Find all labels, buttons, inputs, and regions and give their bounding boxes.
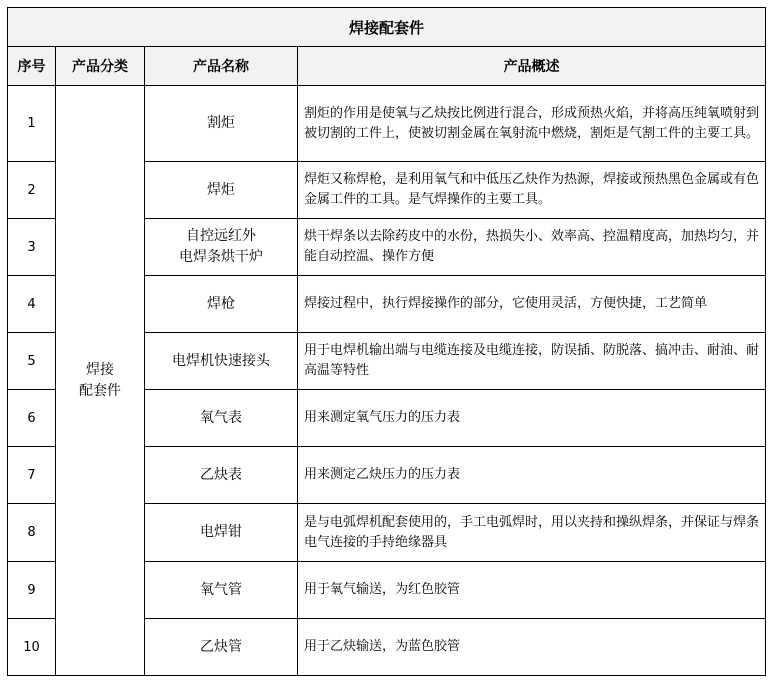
row-number: 1	[8, 86, 56, 162]
row-number: 8	[8, 504, 56, 562]
table-body	[8, 86, 766, 676]
category-line: 配套件	[79, 382, 121, 399]
product-desc: 焊炬又称焊枪，是利用氧气和中低压乙炔作为热源，焊接或预热黑色金属或有色金属工件的工具。是气焊操作的主要工具。	[298, 162, 766, 219]
product-name-line: 电焊条烘干炉	[179, 249, 263, 265]
product-desc: 烘干焊条以去除药皮中的水份，热损失小、效率高、控温精度高，加热均匀，并能自动控温、操作方便	[298, 219, 766, 276]
product-name	[145, 86, 298, 162]
header-product-desc: 产品概述	[298, 47, 766, 86]
product-table	[7, 7, 766, 676]
product-desc: 用于电焊机输出端与电缆连接及电缆连接，防误插、防脱落、搞冲击、耐油、耐高温等特性	[298, 333, 766, 390]
row-number: 6	[8, 390, 56, 447]
product-name	[145, 333, 298, 390]
table-title: 焊接配套件	[8, 8, 766, 47]
product-name-line: 电焊机快速接头	[172, 352, 270, 369]
row-number: 7	[8, 447, 56, 504]
product-name	[145, 276, 298, 333]
header-product-name: 产品名称	[145, 47, 298, 86]
product-name	[145, 504, 298, 562]
product-name	[145, 619, 298, 676]
row-number: 4	[8, 276, 56, 333]
product-name-line: 焊炬	[207, 181, 235, 198]
product-desc: 用于氧气输送，为红色胶管	[298, 562, 766, 619]
product-name-line: 电焊钳	[200, 524, 242, 540]
product-name-line: 乙炔表	[200, 466, 242, 483]
product-name	[145, 390, 298, 447]
product-desc: 割炬的作用是使氧与乙炔按比例进行混合，形成预热火焰，并将高压纯氧喷射到被切割的工件上，使被切割金属在氧射流中燃烧，割炬是气割工件的主要工具。	[298, 86, 766, 162]
product-name-line: 乙炔管	[200, 638, 242, 655]
product-name-line: 氧气表	[200, 409, 242, 426]
product-desc: 用于乙炔输送，为蓝色胶管	[298, 619, 766, 676]
product-name	[145, 562, 298, 619]
row-number: 10	[8, 619, 56, 676]
product-name	[145, 447, 298, 504]
category-line: 焊接	[86, 361, 114, 378]
product-name	[145, 162, 298, 219]
product-name-line: 自控远红外	[186, 228, 256, 244]
table-row	[8, 86, 766, 162]
product-desc: 用来测定氧气压力的压力表	[298, 390, 766, 447]
product-name-line: 氧气管	[200, 581, 242, 598]
product-desc: 焊接过程中，执行焊接操作的部分，它使用灵活，方便快捷，工艺简单	[298, 276, 766, 333]
category-cell	[56, 86, 145, 676]
product-name-line: 焊枪	[207, 295, 235, 312]
header-category: 产品分类	[56, 47, 145, 86]
row-number: 2	[8, 162, 56, 219]
product-desc: 是与电弧焊机配套使用的，手工电弧焊时，用以夹持和操纵焊条，并保证与焊条电气连接的手持绝缘器具	[298, 504, 766, 562]
row-number: 3	[8, 219, 56, 276]
product-name	[145, 219, 298, 276]
product-desc: 用来测定乙炔压力的压力表	[298, 447, 766, 504]
row-number: 9	[8, 562, 56, 619]
product-name-line: 割炬	[207, 115, 235, 131]
header-seq: 序号	[8, 47, 56, 86]
row-number: 5	[8, 333, 56, 390]
